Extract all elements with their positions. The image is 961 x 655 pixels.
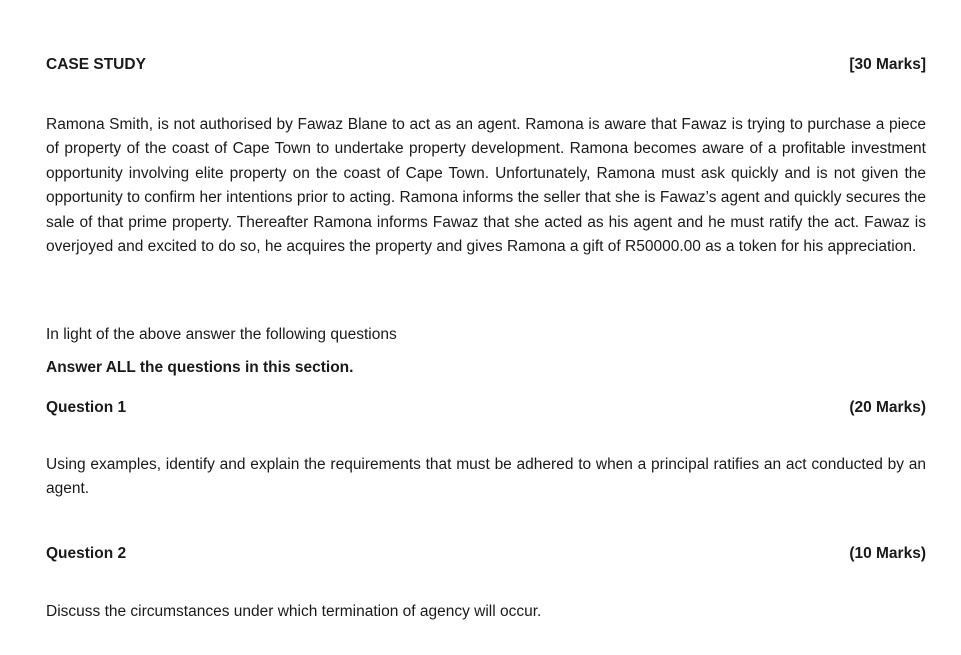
intro-line: In light of the above answer the following questions [46, 326, 397, 343]
case-study-paragraph: Ramona Smith, is not authorised by Fawaz Blane to act as an agent. Ramona is aware that Fawaz is trying to purchase a piece of property of the coast of Cape Town to undertake property development. Ramona becomes aware of a profitable investment opportunity involving elite property on the coast of Cape Town. Unfortunately, Ramona must ask quickly and is not given the opportunity to confirm her intentions prior to acting. Ramona informs the seller that she is Fawaz’s agent and quickly secures the sale of that prime property. Thereafter Ramona informs Fawaz that she acted as his agent and he must ratify the act. Fawaz is overjoyed and excited to do so, he acquires the property and gives Ramona a gift of R50000.00 as a token for his appreciation. [46, 116, 926, 256]
case-study-title: CASE STUDY [46, 56, 146, 73]
question-1-title: Question 1 [46, 399, 127, 416]
question-2-title: Question 2 [46, 545, 127, 562]
question-1-marks: (20 Marks) [849, 399, 926, 416]
question-2-header [46, 545, 926, 563]
document-page [46, 0, 926, 655]
instruction-line: Answer ALL the questions in this section. [46, 359, 354, 376]
case-study-marks: [30 Marks] [849, 56, 926, 73]
case-study-header [46, 56, 926, 74]
question-1-text: Using examples, identify and explain the requirements that must be adhered to when a principal ratifies an act conducted by an agent. [46, 456, 926, 498]
question-1-header [46, 399, 926, 417]
question-2-marks: (10 Marks) [849, 545, 926, 562]
question-2-text: Discuss the circumstances under which termination of agency will occur. [46, 603, 542, 620]
